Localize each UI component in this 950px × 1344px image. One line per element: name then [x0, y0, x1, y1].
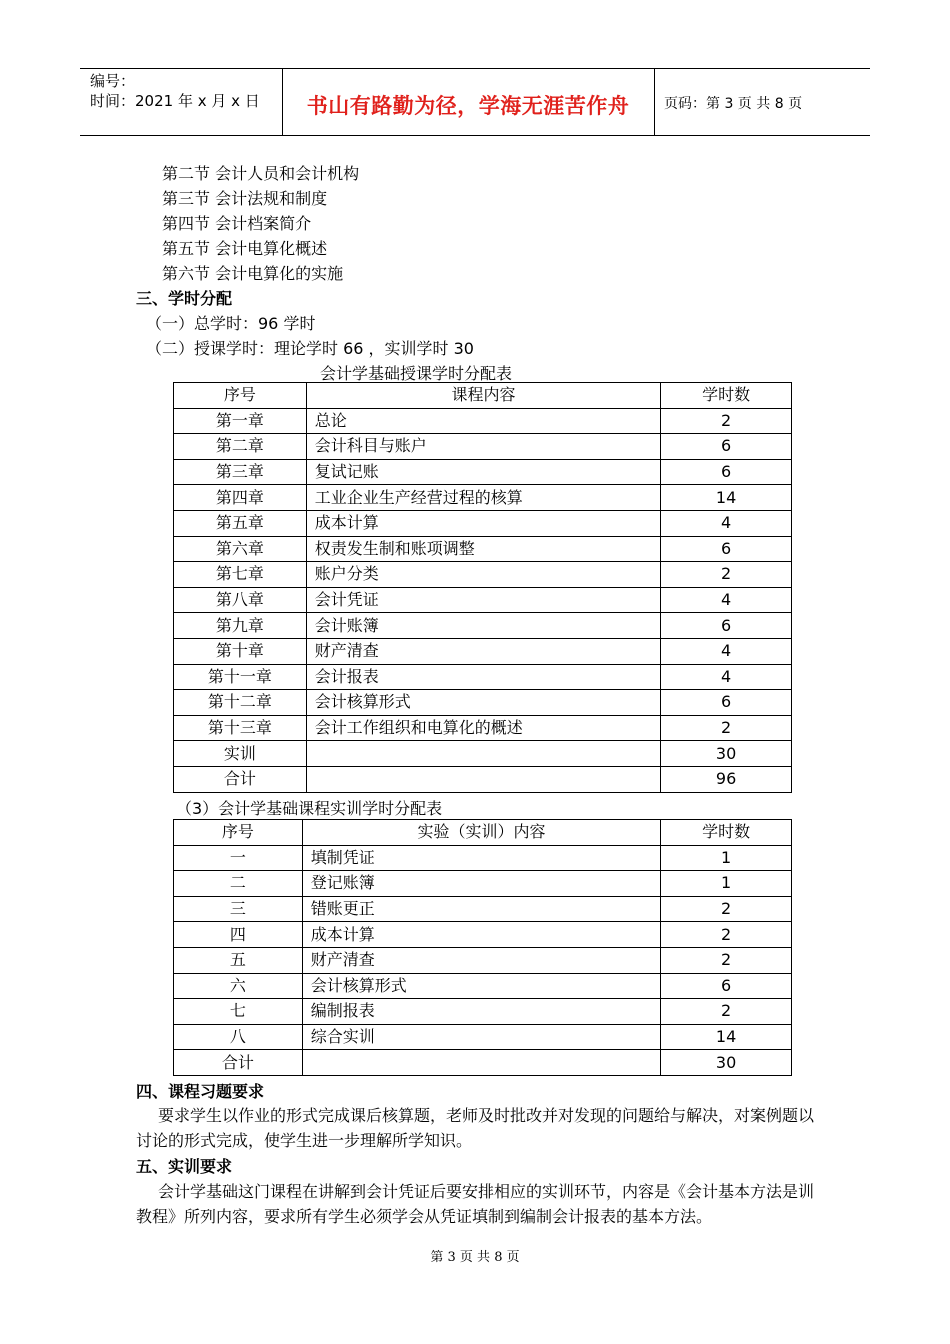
row-hours-cell: 96: [661, 766, 792, 792]
section-list-item: 第六节 会计电算化的实施: [162, 264, 344, 283]
row-hours-cell: 4: [661, 587, 792, 613]
table-row: [174, 613, 792, 639]
row-content-cell: 财产清查: [302, 947, 660, 973]
row-content-cell: 会计凭证: [306, 587, 660, 613]
row-hours-cell: 6: [661, 973, 792, 999]
row-hours-cell: 6: [661, 690, 792, 716]
table1-caption: 会计学基础授课学时分配表: [320, 364, 513, 383]
table-row: [174, 638, 792, 664]
table-row: [174, 1024, 792, 1050]
table-row: [174, 510, 792, 536]
table-row: [174, 715, 792, 741]
section-list-item: 第二节 会计人员和会计机构: [162, 164, 360, 183]
table-row: [174, 896, 792, 922]
row-index-cell: 四: [174, 922, 303, 948]
row-content-cell: 综合实训: [302, 1024, 660, 1050]
header-cell: 序号: [174, 383, 307, 409]
row-content-cell: 会计账簿: [306, 613, 660, 639]
table-row: [174, 999, 792, 1025]
header-cell: 学时数: [661, 383, 792, 409]
section5-heading: 五、实训要求: [136, 1157, 233, 1176]
table-header-row: [174, 383, 792, 409]
table-row: [174, 459, 792, 485]
row-hours-cell: 6: [661, 536, 792, 562]
table-row: [174, 871, 792, 897]
row-index-cell: 合计: [174, 1050, 303, 1076]
row-content-cell: 成本计算: [306, 510, 660, 536]
header-cell: 学时数: [661, 820, 792, 846]
row-content-cell: 填制凭证: [302, 845, 660, 871]
teaching-hours-table: [173, 382, 792, 793]
practice-hours-table: [173, 819, 792, 1076]
teaching-hours: （二）授课学时：理论学时 66 ，实训学时 30: [146, 339, 474, 358]
row-content-cell: 权责发生制和账项调整: [306, 536, 660, 562]
row-index-cell: 第九章: [174, 613, 307, 639]
row-index-cell: 第一章: [174, 408, 307, 434]
row-index-cell: 第十一章: [174, 664, 307, 690]
row-content-cell: 会计核算形式: [302, 973, 660, 999]
section-list-item: 第四节 会计档案简介: [162, 214, 312, 233]
row-index-cell: 第十三章: [174, 715, 307, 741]
row-content-cell: 会计核算形式: [306, 690, 660, 716]
row-content-cell: 登记账簿: [302, 871, 660, 897]
row-hours-cell: 2: [661, 715, 792, 741]
section5-body: 会计学基础这门课程在讲解到会计凭证后要安排相应的实训环节，内容是《会计基本方法是训教程》所列内容，要求所有学生必须学会从凭证填制到编制会计报表的基本方法。: [136, 1182, 815, 1226]
row-hours-cell: 4: [661, 664, 792, 690]
row-content-cell: 错账更正: [302, 896, 660, 922]
row-hours-cell: 30: [661, 741, 792, 767]
table-row: [174, 485, 792, 511]
header-cell: 实验（实训）内容: [302, 820, 660, 846]
row-index-cell: 第十章: [174, 638, 307, 664]
header-cell: 课程内容: [306, 383, 660, 409]
row-hours-cell: 30: [661, 1050, 792, 1076]
table-row: [174, 922, 792, 948]
row-content-cell: [306, 766, 660, 792]
row-hours-cell: 2: [661, 922, 792, 948]
table-row: [174, 766, 792, 792]
page-footer: 第 3 页 共 8 页: [430, 1250, 520, 1265]
row-index-cell: 第八章: [174, 587, 307, 613]
row-hours-cell: 1: [661, 871, 792, 897]
row-index-cell: 第二章: [174, 434, 307, 460]
row-hours-cell: 14: [661, 485, 792, 511]
row-index-cell: 合计: [174, 766, 307, 792]
row-index-cell: 第四章: [174, 485, 307, 511]
row-hours-cell: 6: [661, 459, 792, 485]
table-row: [174, 690, 792, 716]
section4-heading: 四、课程习题要求: [136, 1082, 265, 1101]
row-content-cell: 复试记账: [306, 459, 660, 485]
row-hours-cell: 2: [661, 896, 792, 922]
table2-caption: （3）会计学基础课程实训学时分配表: [176, 799, 443, 818]
header-bottom-rule: [80, 135, 870, 136]
row-hours-cell: 6: [661, 434, 792, 460]
row-content-cell: 成本计算: [302, 922, 660, 948]
section3-heading: 三、学时分配: [136, 289, 233, 308]
document-number-label: 编号：: [90, 72, 136, 90]
row-index-cell: 第三章: [174, 459, 307, 485]
table-row: [174, 845, 792, 871]
row-content-cell: 财产清查: [306, 638, 660, 664]
row-content-cell: 总论: [306, 408, 660, 434]
table-row: [174, 536, 792, 562]
header-left-info: [90, 71, 260, 111]
row-hours-cell: 1: [661, 845, 792, 871]
row-index-cell: 八: [174, 1024, 303, 1050]
table-row: [174, 664, 792, 690]
row-index-cell: 第六章: [174, 536, 307, 562]
row-hours-cell: 2: [661, 947, 792, 973]
row-content-cell: 账户分类: [306, 562, 660, 588]
document-date: 时间：2021 年 x 月 x 日: [90, 92, 260, 110]
row-content-cell: 工业企业生产经营过程的核算: [306, 485, 660, 511]
row-index-cell: 七: [174, 999, 303, 1025]
row-hours-cell: 4: [661, 510, 792, 536]
row-content-cell: 会计工作组织和电算化的概述: [306, 715, 660, 741]
row-hours-cell: 2: [661, 999, 792, 1025]
row-index-cell: 第五章: [174, 510, 307, 536]
table-header-row: [174, 820, 792, 846]
section-list-item: 第三节 会计法规和制度: [162, 189, 328, 208]
row-content-cell: 会计科目与账户: [306, 434, 660, 460]
row-index-cell: 三: [174, 896, 303, 922]
row-hours-cell: 2: [661, 562, 792, 588]
row-index-cell: 六: [174, 973, 303, 999]
row-index-cell: 二: [174, 871, 303, 897]
table-row: [174, 741, 792, 767]
header-top-rule: [80, 68, 870, 69]
row-hours-cell: 4: [661, 638, 792, 664]
table-row: [174, 434, 792, 460]
section4-body: 要求学生以作业的形式完成课后核算题，老师及时批改并对发现的问题给与解决，对案例题以讨论的形式完成，使学生进一步理解所学知识。: [136, 1106, 815, 1150]
row-hours-cell: 2: [661, 408, 792, 434]
row-content-cell: [306, 741, 660, 767]
row-hours-cell: 6: [661, 613, 792, 639]
header-divider-right: [654, 68, 655, 136]
header-motto: 书山有路勤为径，学海无涯苦作舟: [306, 93, 630, 118]
header-page-info: 页码：第 3 页 共 8 页: [664, 96, 803, 112]
table-row: [174, 947, 792, 973]
row-index-cell: 实训: [174, 741, 307, 767]
table-row: [174, 973, 792, 999]
row-index-cell: 第十二章: [174, 690, 307, 716]
row-content-cell: [302, 1050, 660, 1076]
row-content-cell: 编制报表: [302, 999, 660, 1025]
row-index-cell: 五: [174, 947, 303, 973]
row-index-cell: 一: [174, 845, 303, 871]
row-hours-cell: 14: [661, 1024, 792, 1050]
header-cell: 序号: [174, 820, 303, 846]
row-content-cell: 会计报表: [306, 664, 660, 690]
row-index-cell: 第七章: [174, 562, 307, 588]
table-row: [174, 1050, 792, 1076]
table-row: [174, 562, 792, 588]
section-list-item: 第五节 会计电算化概述: [162, 239, 328, 258]
total-hours: （一）总学时：96 学时: [146, 314, 316, 333]
table-row: [174, 408, 792, 434]
table-row: [174, 587, 792, 613]
